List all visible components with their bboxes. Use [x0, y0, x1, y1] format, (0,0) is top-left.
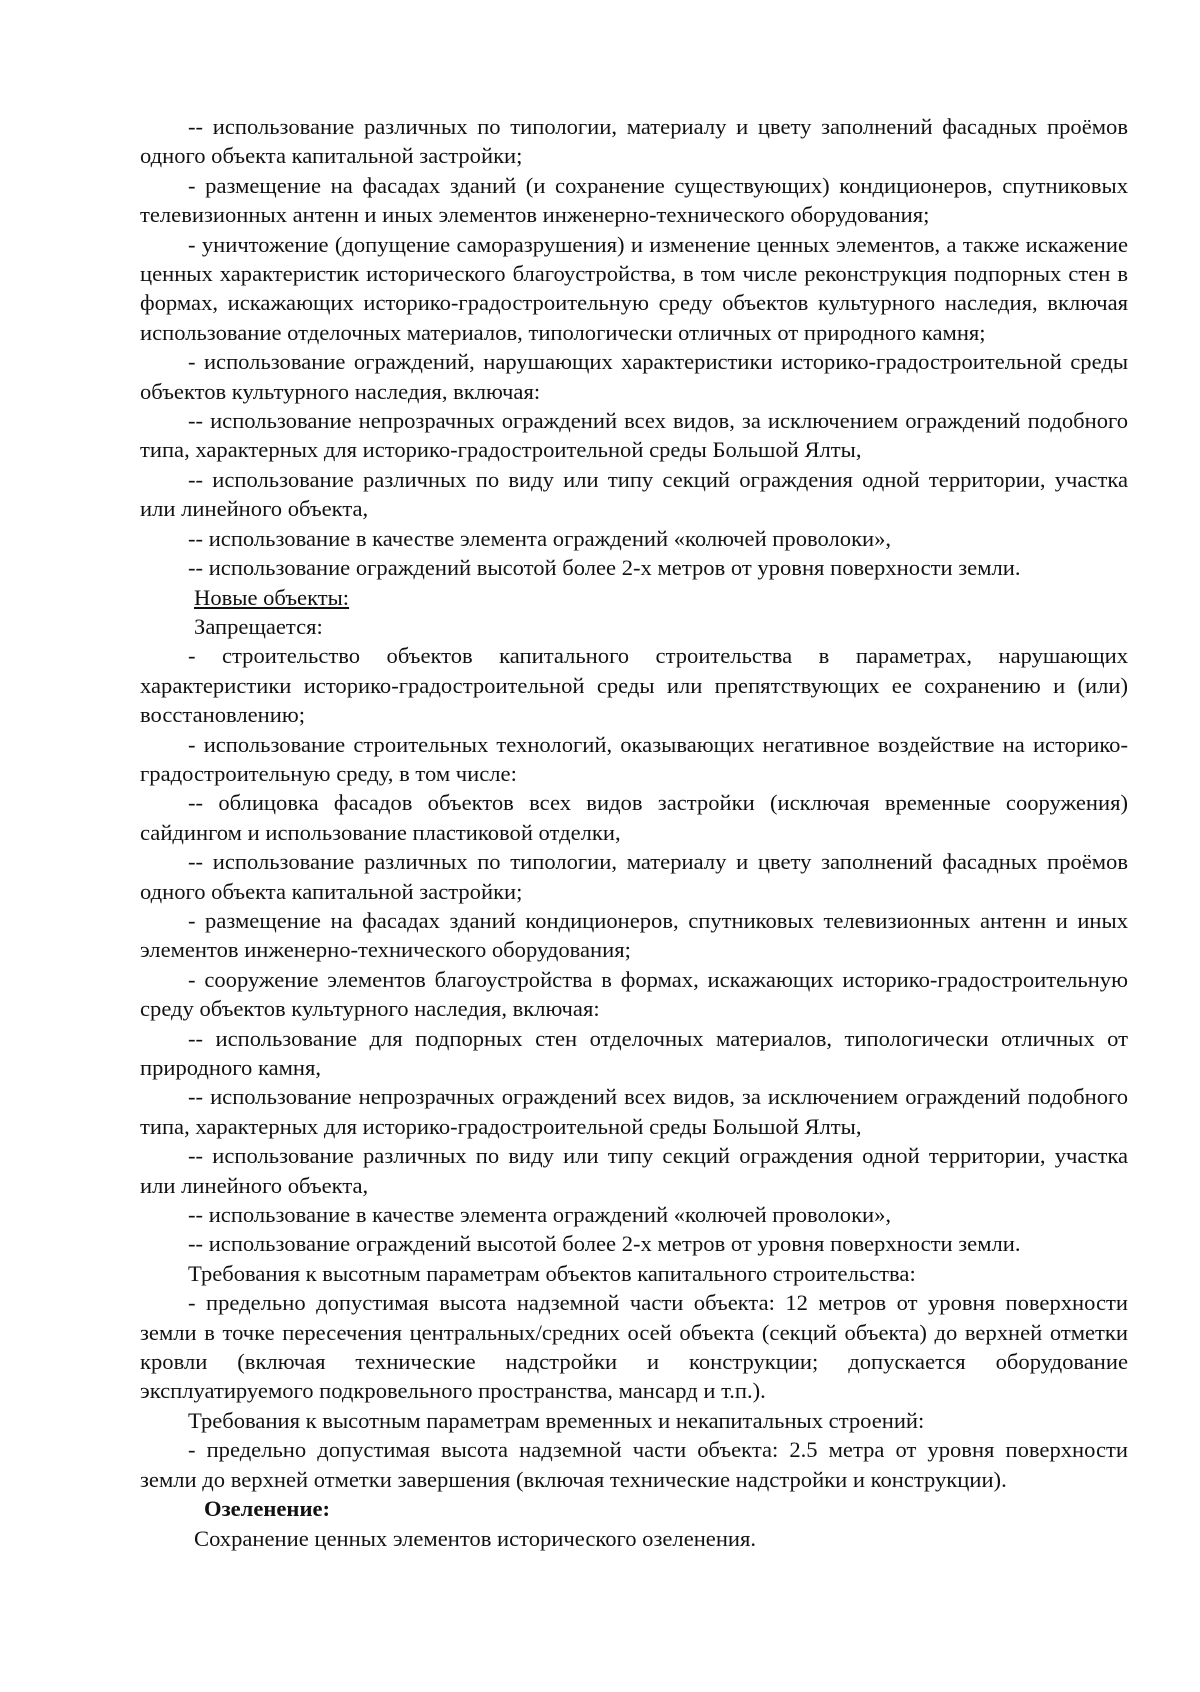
paragraph: - сооружение элементов благоустройства в формах, искажающих историко-градостроительную среду объектов культурного наследия, включая: — [140, 966, 1128, 1022]
paragraph: - размещение на фасадах зданий (и сохранение существующих) кондиционеров, спутниковых телевизионных антенн и иных элементов инженерно-технического оборудования; — [140, 172, 1128, 228]
paragraph: -- использование различных по виду или типу секций ограждения одной территории, участка или линейного объекта, — [140, 466, 1128, 522]
section-heading-greening: Озеленение: — [204, 1496, 331, 1522]
document-body — [140, 112, 1128, 1553]
paragraph: -- использование в качестве элемента ограждений «колючей проволоки», — [188, 525, 892, 551]
paragraph: -- использование ограждений высотой более 2-х метров от уровня поверхности земли. — [188, 1231, 1021, 1257]
closing-sentence: Сохранение ценных элементов исторического озеленения. — [194, 1525, 757, 1551]
paragraph: - размещение на фасадах зданий кондиционеров, спутниковых телевизионных антенн и иных элементов инженерно-технического оборудования; — [140, 907, 1128, 963]
paragraph: -- использование различных по типологии, материалу и цвету заполнений фасадных проёмов одного объекта капитальной застройки; — [140, 849, 1128, 904]
paragraph: -- облицовка фасадов объектов всех видов застройки (исключая временные сооружения) сайдингом и использование пластиковой отделки, — [140, 790, 1128, 845]
paragraph: Требования к высотным параметрам временных и некапитальных строений: — [188, 1407, 925, 1433]
paragraph: -- использование непрозрачных ограждений всех видов, за исключением ограждений подобного типа, характерных для историко-градостроительной среды Большой Ялты, — [140, 1084, 1128, 1139]
paragraph: - строительство объектов капитального строительства в параметрах, нарушающих характеристики историко-градостроительной среды или препятствующих ее сохранению и (или) восстановлению; — [140, 643, 1128, 728]
paragraph: -- использование непрозрачных ограждений всех видов, за исключением ограждений подобного типа, характерных для историко-градостроительной среды Большой Ялты, — [140, 408, 1128, 463]
paragraph: - использование строительных технологий, оказывающих негативное воздействие на историко-градостроительную среду, в том числе: — [140, 731, 1128, 786]
paragraph: - предельно допустимая высота надземной части объекта: 2.5 метра от уровня поверхности земли до верхней отметки завершения (включая технические надстройки и конструкции). — [140, 1437, 1128, 1492]
paragraph: -- использование ограждений высотой более 2-х метров от уровня поверхности земли. — [188, 555, 1021, 581]
paragraph: - предельно допустимая высота надземной части объекта: 12 метров от уровня поверхности земли в точке пересечения центральных/средних осей объекта (секций объекта) до верхней отметки кровли (включая технические надстройки и конструкции; допускается оборудование эксплуатируемого подкровельного пространства, мансард и т.п.). — [140, 1290, 1128, 1404]
paragraph: - уничтожение (допущение саморазрушения) и изменение ценных элементов, а также искажение ценных характеристик исторического благоустройства, в том числе реконструкция подпорных стен в формах, искажающих историко-градостроительную среду объектов культурного наследия, включая использование отделочных материалов, типологически отличных от природного камня; — [140, 231, 1128, 345]
paragraph: -- использование различных по типологии, материалу и цвету заполнений фасадных проёмов одного объекта капитальной застройки; — [140, 114, 1128, 169]
paragraph: Требования к высотным параметрам объектов капитального строительства: — [188, 1260, 916, 1286]
section-heading-new-objects: Новые объекты: — [194, 584, 350, 610]
subheading-prohibited: Запрещается: — [194, 613, 323, 639]
paragraph: -- использование для подпорных стен отделочных материалов, типологически отличных от природного камня, — [140, 1025, 1128, 1080]
paragraph: - использование ограждений, нарушающих характеристики историко-градостроительной среды объектов культурного наследия, включая: — [140, 349, 1128, 404]
paragraph: -- использование различных по виду или типу секций ограждения одной территории, участка или линейного объекта, — [140, 1143, 1128, 1198]
paragraph: -- использование в качестве элемента ограждений «колючей проволоки», — [188, 1202, 892, 1228]
